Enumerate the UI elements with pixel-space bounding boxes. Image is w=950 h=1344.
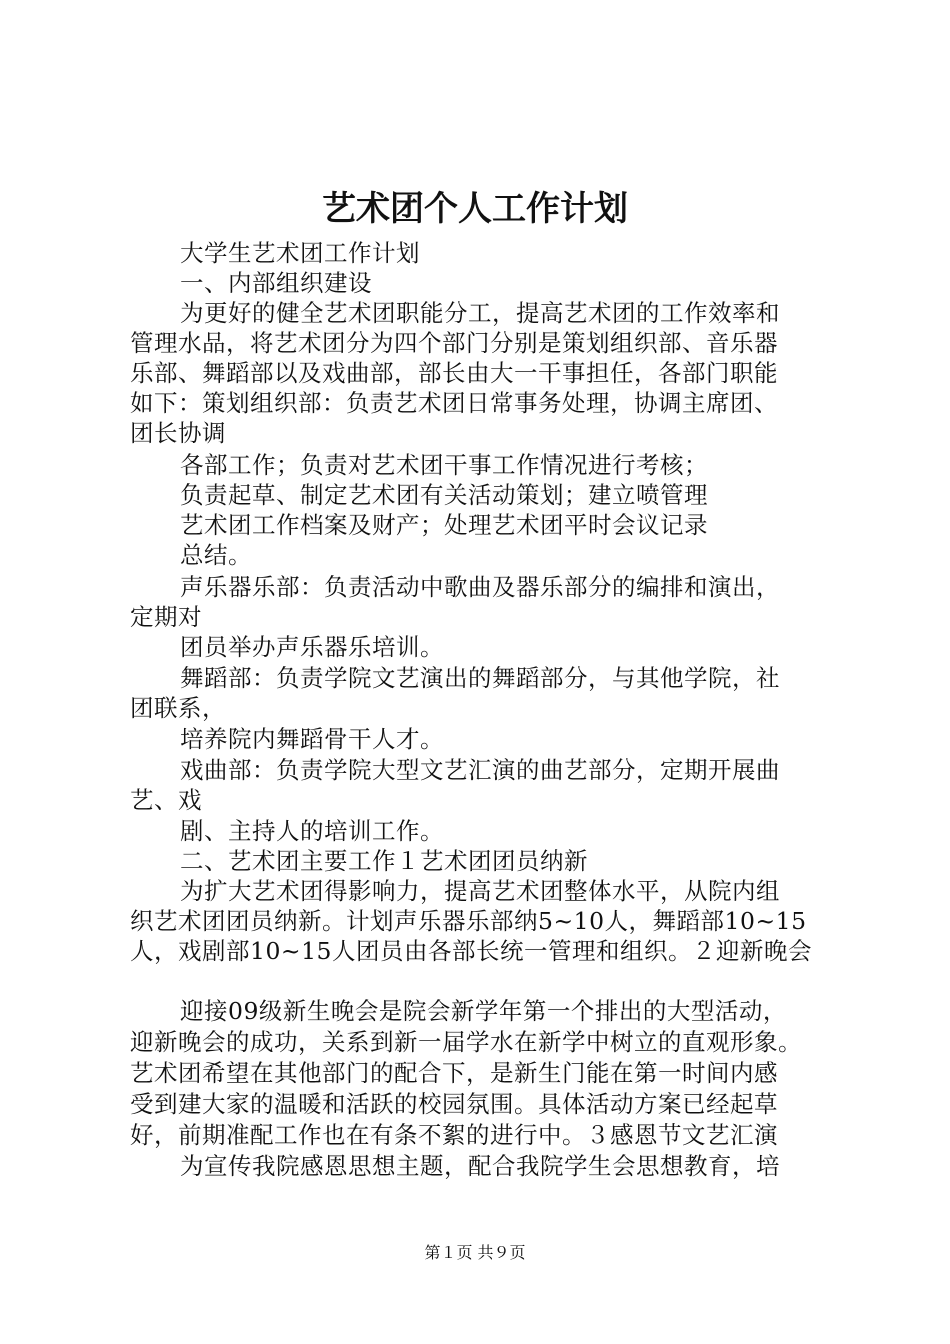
text-line: 剧、主持人的培训工作。 (180, 817, 444, 845)
text-line: 二、艺术团主要工作１艺术团团员纳新 (180, 847, 588, 875)
text-line: 乐部、舞蹈部以及戏曲部，部长由大一干事担任，各部门职能 (130, 359, 778, 387)
text-line: 艺术团工作档案及财产；处理艺术团平时会议记录 (180, 511, 708, 539)
text-line: 团长协调 (130, 419, 226, 447)
text-line: 一、内部组织建设 (180, 269, 372, 297)
text-line: 为更好的健全艺术团职能分工，提高艺术团的工作效率和 (180, 299, 780, 327)
text-line: 艺术团希望在其他部门的配合下，是新生门能在第一时间内感 (130, 1059, 778, 1087)
text-line: 戏曲部：负责学院大型文艺汇演的曲艺部分，定期开展曲 (180, 756, 780, 784)
text-line: 团员举办声乐器乐培训。 (180, 633, 444, 661)
text-line: 培养院内舞蹈骨干人才。 (180, 725, 444, 753)
text-line: 总结。 (180, 541, 252, 569)
text-line: 声乐器乐部：负责活动中歌曲及器乐部分的编排和演出， (180, 573, 780, 601)
text-line: 人，戏剧部10~15人团员由各部长统一管理和组织。２迎新晚会 (130, 937, 812, 965)
text-line: 织艺术团团员纳新。计划声乐器乐部纳5~10人，舞蹈部10~15 (130, 907, 807, 935)
text-line: 负责起草、制定艺术团有关活动策划；建立喷管理 (180, 481, 708, 509)
text-line: 好，前期准配工作也在有条不絮的进行中。３感恩节文艺汇演 (130, 1121, 778, 1149)
text-line: 为扩大艺术团得影响力，提高艺术团整体水平，从院内组 (180, 877, 780, 905)
text-line: 如下：策划组织部：负责艺术团日常事务处理，协调主席团、 (130, 389, 778, 417)
text-line: 各部工作；负责对艺术团干事工作情况进行考核； (180, 451, 708, 479)
text-line: 为宣传我院感恩思想主题，配合我院学生会思想教育，培 (180, 1152, 780, 1180)
text-line: 迎接09级新生晚会是院会新学年第一个排出的大型活动， (180, 997, 787, 1025)
text-line: 管理水品，将艺术团分为四个部门分别是策划组织部、音乐器 (130, 329, 778, 357)
text-line: 受到建大家的温暖和活跃的校园氛围。具体活动方案已经起草 (130, 1090, 778, 1118)
text-line: 定期对 (130, 603, 202, 631)
text-line: 舞蹈部：负责学院文艺演出的舞蹈部分，与其他学院，社 (180, 664, 780, 692)
text-line: 团联系， (130, 694, 226, 722)
text-line: 大学生艺术团工作计划 (180, 239, 420, 267)
document-title: 艺术团个人工作计划 (322, 189, 628, 229)
page-number-footer: 第１页 共９页 (424, 1243, 526, 1262)
text-line: 迎新晚会的成功，关系到新一届学水在新学中树立的直观形象。 (130, 1028, 802, 1056)
text-line: 艺、戏 (130, 786, 202, 814)
